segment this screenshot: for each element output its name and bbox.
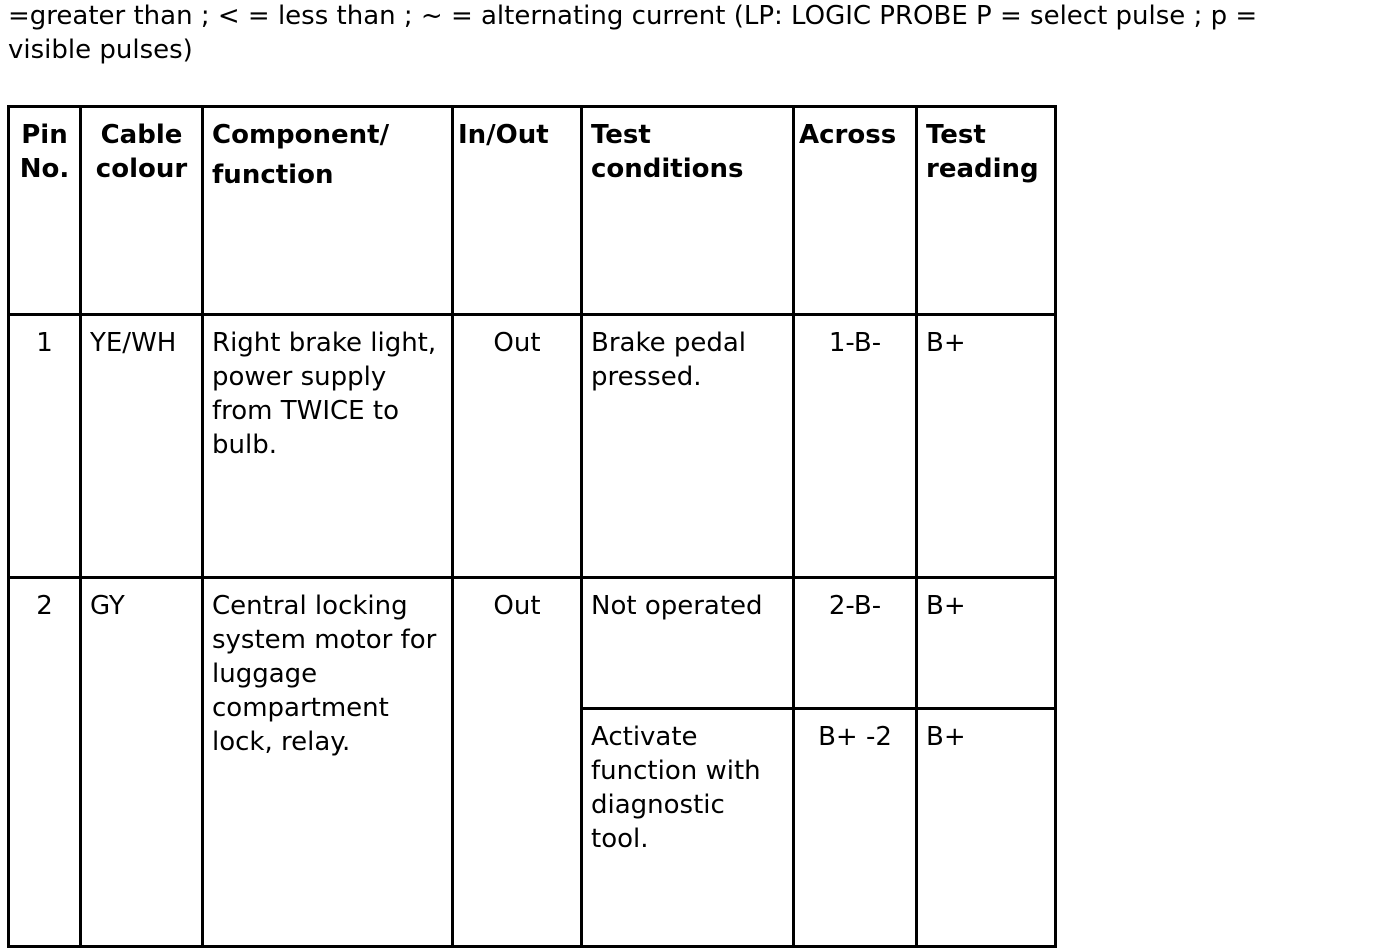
legend-text	[8, 0, 1388, 67]
table-row	[9, 315, 1056, 578]
across-cell: 2-B-	[794, 578, 917, 709]
header-component-function: Component/ function	[203, 107, 453, 315]
test-reading-cell: B+	[917, 709, 1056, 947]
test-reading-cell: B+	[917, 315, 1056, 578]
in-out-cell: Out	[453, 578, 582, 947]
component-cell: Right brake light, power supply from TWICE to bulb.	[203, 315, 453, 578]
legend-line-2: visible pulses)	[8, 35, 193, 65]
header-across: Across	[794, 107, 917, 315]
test-condition-cell: Activate function with diagnostic tool.	[582, 709, 794, 947]
cable-colour-cell: YE/WH	[81, 315, 203, 578]
header-pin-no: Pin No.	[9, 107, 81, 315]
pin-test-table	[7, 105, 1057, 948]
cable-colour-cell: GY	[81, 578, 203, 947]
in-out-cell: Out	[453, 315, 582, 578]
across-cell: 1-B-	[794, 315, 917, 578]
test-reading-cell: B+	[917, 578, 1056, 709]
table-header-row	[9, 107, 1056, 315]
legend-line-1: =greater than ; < = less than ; ~ = alternating current (LP: LOGIC PROBE P = select pulse ; p =	[8, 1, 1258, 31]
component-cell: Central locking system motor for luggage compartment lock, relay.	[203, 578, 453, 947]
pin-cell: 1	[9, 315, 81, 578]
across-cell: B+ -2	[794, 709, 917, 947]
pin-cell: 2	[9, 578, 81, 947]
test-condition-cell: Brake pedal pressed.	[582, 315, 794, 578]
test-condition-cell: Not operated	[582, 578, 794, 709]
table-row	[9, 578, 1056, 709]
header-test-reading: Test reading	[917, 107, 1056, 315]
header-cable-colour: Cable colour	[81, 107, 203, 315]
header-in-out: In/Out	[453, 107, 582, 315]
header-test-conditions: Test conditions	[582, 107, 794, 315]
